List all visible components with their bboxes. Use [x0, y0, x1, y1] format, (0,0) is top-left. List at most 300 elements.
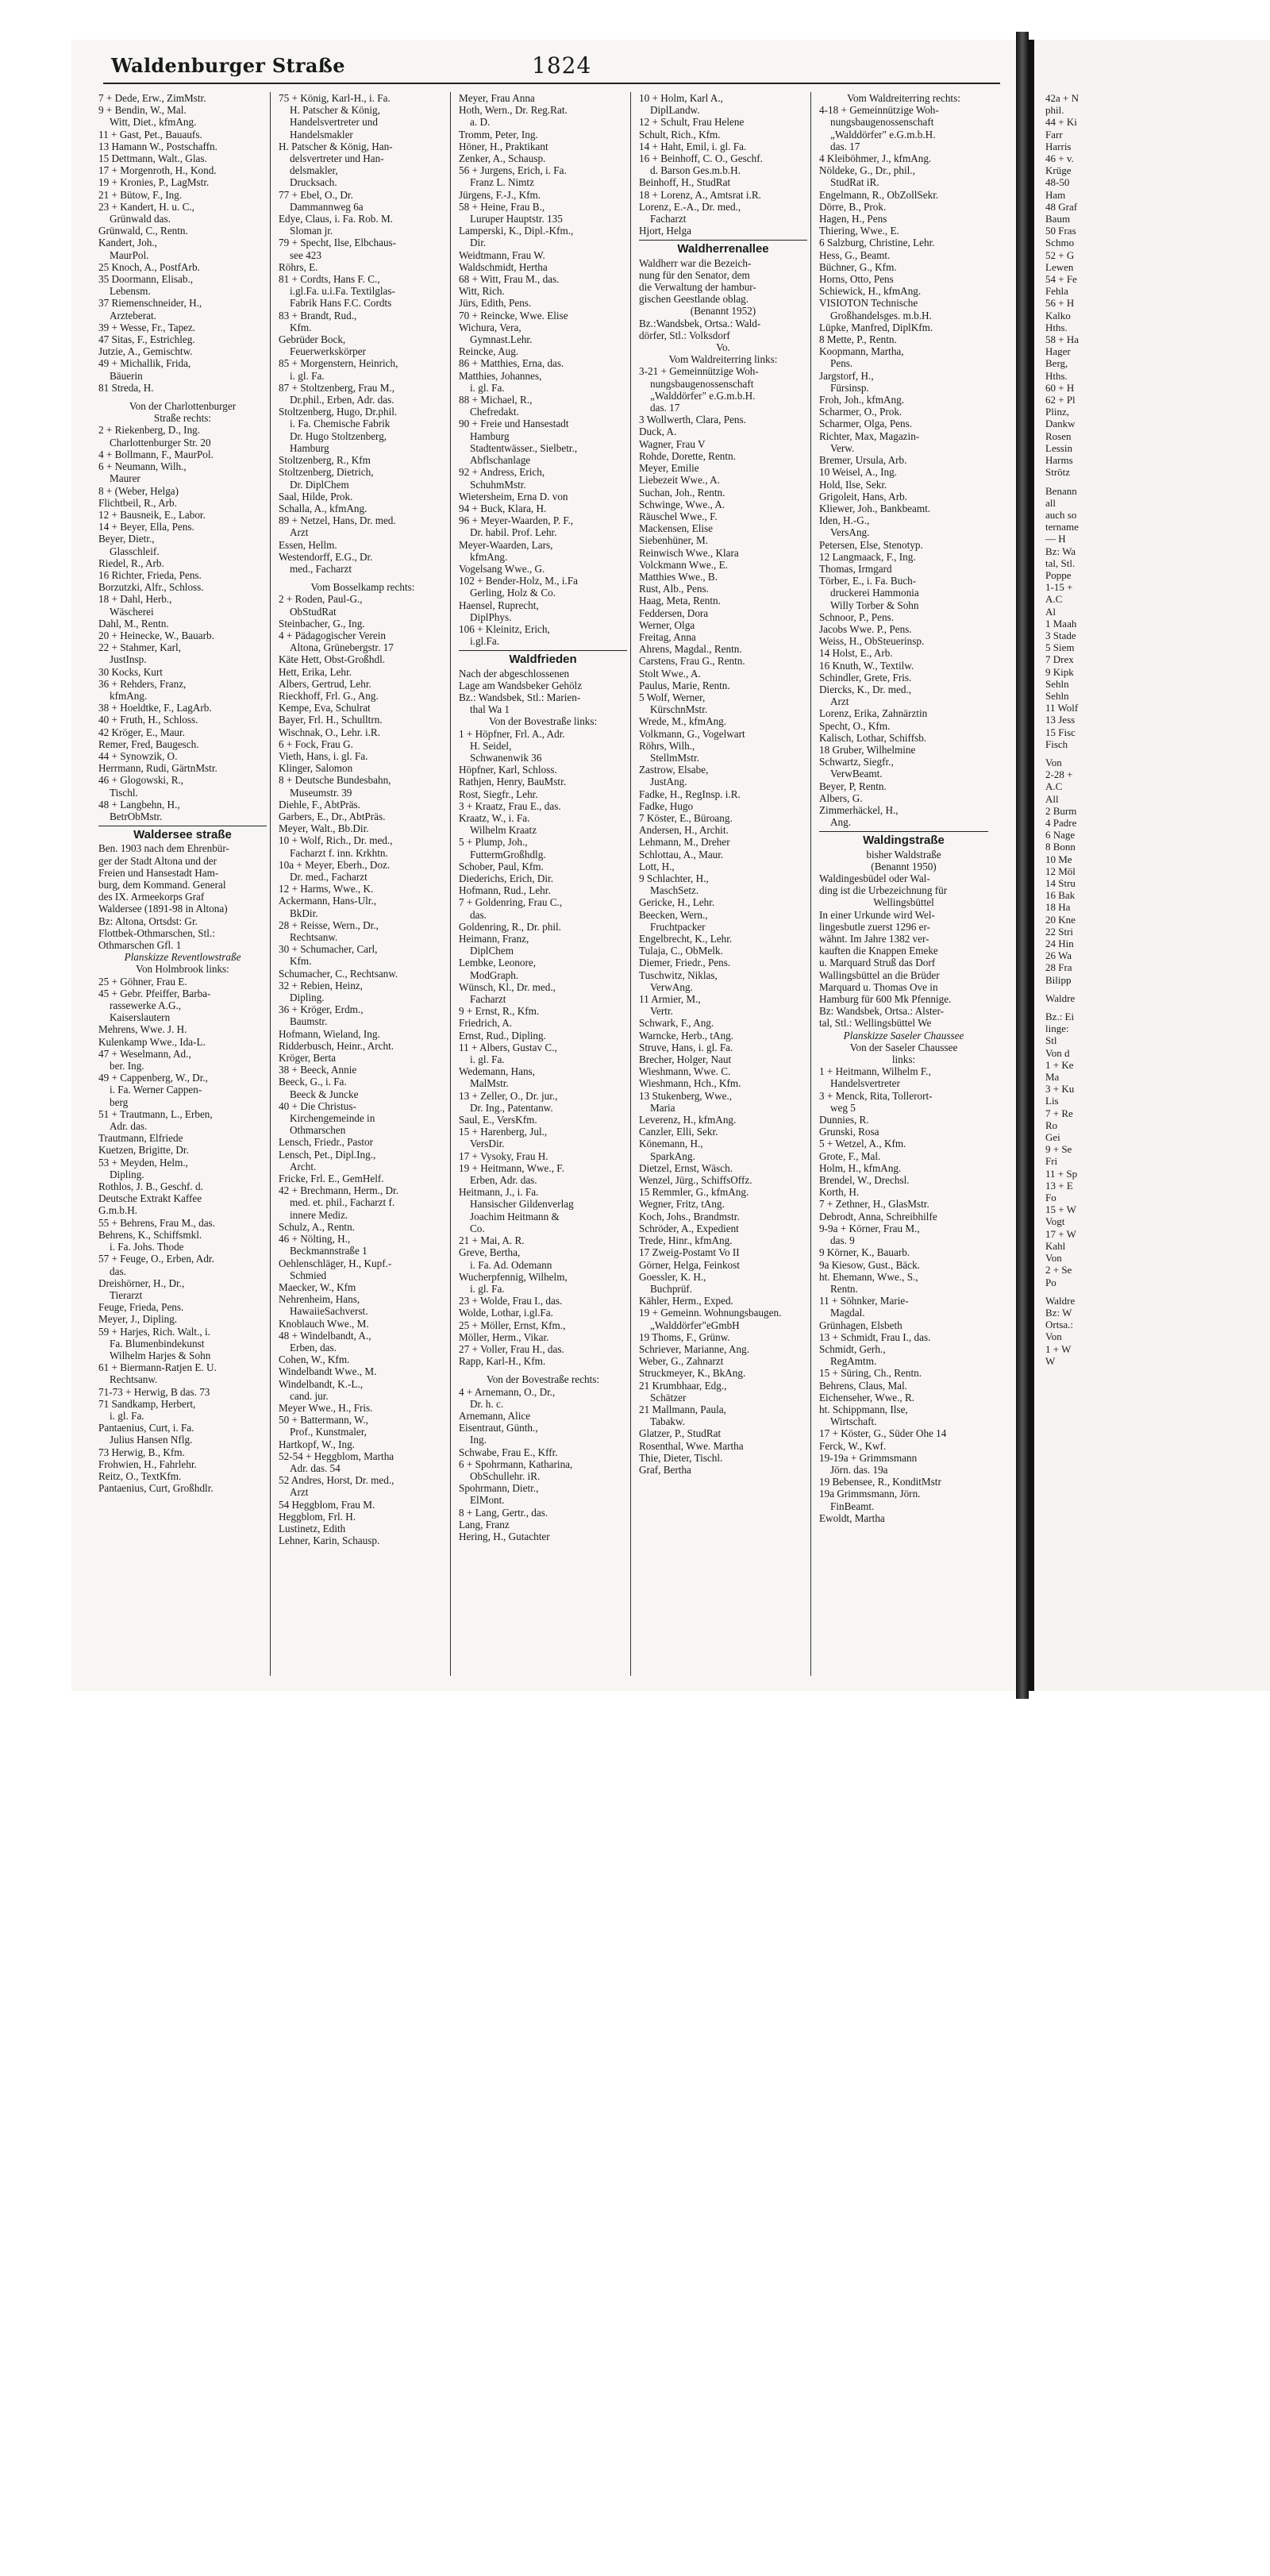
directory-entry: Nöldeke, G., Dr., phil., [819, 164, 915, 177]
directory-entry: Behrens, Claus, Mal. [819, 1379, 907, 1392]
directory-entry: 16 Bak [1045, 889, 1076, 902]
directory-entry: Drucksach. [290, 176, 337, 189]
directory-entry: Charlottenburger Str. 20 [110, 436, 211, 449]
directory-entry: Warncke, Herb., tAng. [639, 1029, 734, 1042]
directory-entry: Maecker, W., Kfm [279, 1280, 356, 1293]
directory-entry: 9 + Se [1045, 1143, 1072, 1156]
directory-entry: 20 + Heinecke, W., Bauarb. [98, 629, 214, 641]
directory-entry: 18 + Lorenz, A., Amtsrat i.R. [639, 188, 761, 201]
directory-entry: Poppe [1045, 568, 1072, 581]
directory-entry: Schumacher, C., Rechtsanw. [279, 967, 398, 980]
directory-entry: Bz: Wa [1045, 545, 1076, 557]
directory-entry: Lorenz, E.-A., Dr. med., [639, 200, 741, 213]
directory-entry: Mehrens, Wwe. J. H. [98, 1023, 187, 1036]
directory-entry: Othmarschen [290, 1124, 346, 1137]
directory-entry: Ortsa.: [1045, 1319, 1074, 1331]
directory-entry: Adr. das. [110, 1120, 148, 1133]
directory-entry: Fürsinsp. [830, 381, 869, 394]
directory-entry: 46 + v. [1045, 152, 1074, 165]
directory-entry: 50 Fras [1045, 225, 1076, 237]
facing-page [1028, 40, 1270, 1691]
directory-entry: Dammannweg 6a [290, 200, 364, 213]
directory-entry: Wieshmann, Wwe. C. [639, 1065, 731, 1078]
directory-entry: i. gl. Fa. [470, 1053, 505, 1066]
directory-entry: Feddersen, Dora [639, 606, 709, 619]
directory-entry: 77 + Ebel, O., Dr. [279, 188, 353, 201]
directory-entry: Lorenz, Erika, Zahnärztin [819, 707, 928, 720]
directory-entry: Koopmann, Martha, [819, 345, 904, 358]
street-section-heading: Waldingstraße [819, 831, 988, 846]
directory-entry: Baumstr. [290, 1015, 328, 1028]
directory-entry: 12 + Harms, Wwe., K. [279, 883, 374, 895]
directory-entry: Reincke, Aug. [459, 345, 519, 358]
directory-entry: Struckmeyer, K., BkAng. [639, 1367, 746, 1380]
directory-entry: 15 Fisc [1045, 726, 1076, 738]
directory-entry: 44 + Ki [1045, 116, 1077, 129]
facing-page-column-2 [1035, 992, 1038, 2576]
directory-entry: Albers, Gertrud, Lehr. [279, 677, 371, 690]
directory-entry: Vogelsang Wwe., G. [459, 562, 545, 575]
directory-entry: weg 5 [830, 1101, 856, 1114]
directory-entry: 4 + Pädagogischer Verein [279, 629, 387, 641]
directory-entry: Waldre [1045, 992, 1076, 1004]
directory-entry: Stoltzenberg, R., Kfm [279, 454, 371, 467]
directory-entry: Borzutzki, Alfr., Schloss. [98, 581, 204, 594]
directory-entry: Windelbandt, K.-L., [279, 1377, 364, 1390]
directory-entry: Dreishörner, H., Dr., [98, 1276, 185, 1289]
directory-entry: 94 + Buck, Klara, H. [459, 502, 547, 514]
directory-entry: Sloman jr. [290, 225, 333, 237]
directory-entry: Rust, Alb., Pens. [639, 583, 709, 595]
directory-entry: die Verwaltung der hambur- [639, 281, 756, 294]
directory-entry: 13 + Schmidt, Frau I., das. [819, 1330, 931, 1343]
directory-entry: Wischnak, O., Lehr. i.R. [279, 726, 381, 738]
directory-entry: 75 + König, Karl-H., i. Fa. [279, 92, 391, 104]
directory-entry: Diehle, F., AbtPräs. [279, 798, 360, 811]
directory-entry: Goldenring, R., Dr. phil. [459, 920, 561, 933]
directory-entry: Flichtbeil, R., Arb. [98, 496, 177, 509]
directory-entry: Vieth, Hans, i. gl. Fa. [279, 749, 368, 762]
directory-entry: Lehmann, M., Dreher [639, 836, 730, 849]
directory-entry: Dipling. [290, 992, 325, 1004]
directory-entry: Ben. 1903 nach dem Ehrenbür- [98, 842, 229, 855]
directory-entry: Hamburg [470, 429, 510, 442]
directory-entry: StudRat iR. [830, 176, 879, 189]
directory-entry: Bremer, Ursula, Arb. [819, 454, 907, 467]
directory-entry: H. Patscher & König, [290, 104, 380, 117]
directory-entry: tal, Stl. [1045, 556, 1076, 569]
directory-entry: 13 + E [1045, 1179, 1073, 1192]
directory-entry: 42 Kröger, E., Maur. [98, 726, 185, 738]
directory-entry: 9 Körner, K., Bauarb. [819, 1246, 910, 1259]
directory-entry: Waldschmidt, Hertha [459, 260, 548, 273]
directory-entry: 17 Zweig-Postamt Vo II [639, 1246, 740, 1259]
directory-entry: med. et. phil., Facharzt f. [290, 1196, 395, 1209]
directory-entry: Reinwisch Wwe., Klara [639, 546, 739, 559]
directory-entry: ObSchullehr. iR. [470, 1469, 541, 1482]
directory-entry: Plinz, [1045, 406, 1069, 418]
facing-page-column [1045, 92, 1270, 1676]
directory-entry: Suchan, Joh., Rentn. [639, 486, 725, 499]
directory-entry: Von d [1045, 1046, 1070, 1059]
directory-entry: nungsbaugenossenschaft [830, 116, 934, 129]
directory-entry: Paulus, Marie, Rentn. [639, 679, 730, 691]
directory-entry: 1-15 + [1045, 581, 1073, 594]
directory-entry: Meyer Wwe., H., Fris. [279, 1401, 373, 1414]
directory-entry: Hths. [1045, 369, 1068, 382]
directory-entry: Lamperski, K., Dipl.-Kfm., [459, 225, 574, 237]
directory-entry: Kliewer, Joh., Bankbeamt. [819, 502, 931, 514]
directory-entry: Matthies Wwe., B. [639, 570, 718, 583]
directory-entry: 10 + Wolf, Rich., Dr. med., [279, 834, 393, 847]
directory-entry: Hjort, Helga [639, 225, 691, 237]
directory-entry: Hartkopf, W., Ing. [279, 1438, 355, 1450]
directory-entry: Tuschwitz, Niklas, [639, 968, 718, 981]
directory-entry: Zastrow, Elsabe, [639, 764, 709, 776]
directory-entry: 28 Fra [1045, 961, 1072, 974]
directory-entry: Westendorff, E.G., Dr. [279, 550, 373, 563]
directory-entry: 19 Thoms, F., Grünw. [639, 1330, 730, 1343]
directory-entry: des IX. Armeekorps Graf [98, 891, 205, 903]
directory-entry: All [1045, 792, 1059, 805]
directory-entry: Könemann, H., [639, 1138, 703, 1150]
directory-entry: Bz: Altona, Ortsdst: Gr. [98, 914, 198, 927]
directory-entry: Kahl [1045, 1239, 1066, 1252]
directory-entry: VersDir. [470, 1138, 505, 1150]
directory-entry: Dunnies, R. [819, 1114, 869, 1126]
directory-entry: Struve, Hans, i. gl. Fa. [639, 1041, 733, 1053]
directory-entry: Scharmer, Olga, Pens. [819, 418, 913, 430]
directory-entry: Bz.:Wandsbek, Ortsa.: Wald- [639, 317, 761, 329]
directory-entry: 5 Siem [1045, 641, 1075, 654]
directory-entry: Ing. [470, 1434, 487, 1446]
directory-entry: 62 + Pl [1045, 394, 1076, 406]
directory-entry: 5 + Wetzel, A., Kfm. [819, 1138, 906, 1150]
directory-entry: Schmidt, Gerh., [819, 1342, 886, 1355]
directory-entry: Debrodt, Anna, Schreibhilfe [819, 1210, 937, 1223]
directory-entry: Wilhelm Kraatz [470, 824, 537, 837]
directory-entry: 14 + Haht, Emil, i. gl. Fa. [639, 140, 747, 152]
directory-entry: Glasschleif. [110, 545, 160, 557]
directory-entry: Franz L. Nimtz [470, 176, 534, 189]
directory-entry: Dr. Ing., Patentanw. [470, 1101, 553, 1114]
directory-entry: i. Fa. Ad. Odemann [470, 1258, 552, 1271]
directory-entry: 81 Streda, H. [98, 381, 154, 394]
directory-entry: 4 Kleiböhmer, J., kfmAng. [819, 152, 932, 165]
directory-entry: Lembke, Leonore, [459, 957, 537, 969]
directory-entry: Po [1045, 1276, 1056, 1288]
directory-entry: 11 Wolf [1045, 702, 1079, 714]
directory-entry: Freien und Hansestadt Ham- [98, 866, 219, 879]
directory-entry: Verw. [830, 441, 855, 454]
directory-entry: 30 + Schumacher, Carl, [279, 943, 378, 956]
directory-entry: A.C [1045, 780, 1063, 793]
directory-entry: Flottbek-Othmarschen, Stl.: [98, 926, 215, 939]
directory-entry: Marquard u. Thomas Ove in [819, 980, 938, 993]
spacer [1045, 479, 1270, 485]
directory-entry: 19 + Gemeinn. Wohnungsbaugen. [639, 1307, 782, 1319]
directory-entry: Abflschanlage [470, 454, 531, 467]
directory-entry: 83 + Brandt, Rud., [279, 309, 357, 322]
directory-entry: Hofmann, Wieland, Ing. [279, 1027, 380, 1040]
directory-entry: Schmo [1045, 237, 1075, 249]
directory-entry: 16 Knuth, W., Textilw. [819, 659, 914, 672]
page-header [103, 51, 1000, 84]
directory-entry: Othmarschen Gfl. 1 [98, 939, 182, 952]
street-title: Waldenburger Straße [111, 54, 345, 77]
directory-entry: 8 Mette, P., Rentn. [819, 333, 897, 346]
directory-entry: Hager [1045, 345, 1071, 358]
directory-entry: Tromm, Peter, Ing. [459, 128, 538, 141]
directory-entry: Meyer-Waarden, Lars, [459, 538, 553, 551]
directory-entry: JustInsp. [110, 653, 147, 666]
directory-entry: 28 + Reisse, Wern., Dr., [279, 918, 379, 931]
directory-entry: 10 Weisel, A., Ing. [819, 466, 897, 479]
directory-entry: Bz: Wandsbek, Ortsa.: Alster- [819, 1005, 945, 1018]
directory-entry: Haensel, Ruprecht, [459, 599, 539, 611]
directory-entry: Stoltzenberg, Dietrich, [279, 466, 374, 479]
directory-entry: Bz.: Wandsbek, Stl.: Marien- [459, 691, 581, 703]
directory-entry: Fo [1045, 1192, 1056, 1204]
directory-entry: 5 Wolf, Werner, [639, 691, 706, 703]
directory-entry: Herrmann, Rudi, GärtnMstr. [98, 762, 217, 775]
directory-entry: Vom Waldreiterring rechts: [847, 92, 960, 104]
directory-entry: auch so [1045, 508, 1077, 521]
directory-entry: Remer, Fred, Baugesch. [98, 737, 199, 750]
directory-entry: 39 + Wesse, Fr., Tapez. [98, 321, 196, 333]
directory-entry: tername [1045, 521, 1079, 533]
directory-entry: 19a Grimmsmann, Jörn. [819, 1488, 921, 1500]
book-binding [1016, 32, 1029, 1699]
directory-entry: 6 Nage [1045, 829, 1076, 841]
directory-entry: Gebrüder Bock, [279, 333, 346, 346]
directory-entry: ber. Ing. [110, 1060, 144, 1072]
directory-entry: Planskizze Reventlowstraße [124, 951, 241, 964]
directory-entry: Sehln [1045, 689, 1069, 702]
directory-entry: Wagner, Frau V [639, 437, 706, 450]
directory-entry: Von Holmbrook links: [136, 963, 229, 976]
directory-entry: Hofmann, Rud., Lehr. [459, 884, 551, 897]
directory-entry: 14 Stru [1045, 877, 1076, 889]
directory-entry: Maria [650, 1101, 675, 1114]
directory-entry: Wrede, M., kfmAng. [639, 715, 727, 728]
directory-entry: i.gl.Fa. [470, 635, 499, 648]
directory-entry: Baum [1045, 213, 1071, 225]
directory-entry: Hoth, Wern., Dr. Reg.Rat. [459, 104, 568, 117]
directory-entry: 90 + Freie und Hansestadt [459, 418, 569, 430]
directory-entry: Arzteberat. [110, 309, 156, 322]
directory-entry: Wieshmann, Hch., Kfm. [639, 1077, 741, 1090]
directory-entry: Käte Hett, Obst-Großhdl. [279, 653, 386, 666]
directory-entry: Holm, H., kfmAng. [819, 1161, 902, 1174]
directory-entry: Dr.phil., Erben, Adr. das. [290, 394, 394, 406]
directory-entry: 79 + Specht, Ilse, Elbchaus- [279, 237, 397, 249]
directory-entry: Joachim Heitmann & [470, 1210, 560, 1223]
directory-entry: 17 + W [1045, 1227, 1076, 1240]
directory-entry: Beckmannstraße 1 [290, 1245, 368, 1257]
directory-entry: Thomas, Irmgard [819, 562, 892, 575]
directory-entry: Von der Saseler Chaussee [849, 1041, 958, 1053]
directory-entry: 48 + Windelbandt, A., [279, 1329, 371, 1342]
directory-entry: nungsbaugenossenschaft [650, 377, 754, 390]
directory-entry: Kandert, Joh., [98, 237, 157, 249]
directory-entry: Windelbandt Wwe., M. [279, 1365, 377, 1378]
directory-entry: 6 + Neumann, Wilh., [98, 460, 187, 473]
spacer [98, 394, 267, 400]
directory-entry: Wallingsbüttel an die Brüder [819, 968, 940, 981]
directory-entry: Willy Torber & Sohn [830, 599, 919, 611]
directory-entry: VISIOTON Technische [819, 297, 918, 310]
directory-entry: DiplLandw. [650, 104, 700, 117]
directory-entry: Sehln [1045, 677, 1069, 690]
directory-entry: Deutsche Extrakt Kaffee [98, 1192, 202, 1205]
directory-entry: Erben, Adr. das. [470, 1174, 537, 1187]
directory-entry: Lüpke, Manfred, DiplKfm. [819, 321, 933, 333]
directory-entry: Beecken, Wern., [639, 908, 708, 921]
directory-entry: rassewerke A.G., [110, 999, 182, 1012]
directory-entry: Ahrens, Magdal., Rentn. [639, 643, 742, 656]
directory-entry: Schulz, A., Rentn. [279, 1220, 355, 1233]
directory-entry: 13 Hamann W., Postschaffn. [98, 140, 217, 152]
directory-entry: 20 Kne [1045, 913, 1076, 926]
directory-entry: Saul, E., VersKfm. [459, 1114, 537, 1126]
directory-entry: i. gl. Fa. [470, 1282, 505, 1295]
directory-entry: 1 + Ke [1045, 1058, 1074, 1071]
directory-entry: Freitag, Anna [639, 630, 696, 643]
directory-entry: Heitmann, J., i. Fa. [459, 1186, 539, 1199]
directory-entry: H. Patscher & König, Han- [279, 140, 393, 152]
directory-entry: nung für den Senator, dem [639, 268, 750, 281]
directory-entry: Stl [1045, 1034, 1057, 1047]
directory-entry: ElMont. [470, 1494, 505, 1507]
directory-entry: Rosenthal, Wwe. Martha [639, 1439, 744, 1452]
directory-entry: Kempe, Eva, Schulrat [279, 702, 371, 714]
directory-entry: Mackensen, Elise [639, 522, 714, 535]
directory-entry: DiplPhys. [470, 610, 512, 623]
directory-entry: Waldherr war die Bezeich- [639, 256, 752, 269]
directory-entry: Handelsvertreter [830, 1077, 900, 1090]
directory-entry: 3 + Menck, Rita, Tollerort- [819, 1089, 933, 1102]
directory-entry: Diemer, Friedr., Pens. [639, 957, 731, 969]
directory-entry: 40 + Fruth, H., Schloss. [98, 714, 198, 726]
directory-entry: FuttermGroßhdlg. [470, 848, 546, 861]
directory-entry: A.C [1045, 593, 1063, 606]
directory-entry: 9 Kipk [1045, 665, 1074, 678]
directory-entry: 12 Langmaack, F., Ing. [819, 550, 916, 563]
directory-entry: Fadke, H., RegInsp. i.R. [639, 787, 741, 800]
directory-entry: 14 + Beyer, Ella, Pens. [98, 521, 194, 533]
directory-entry: 4 Padre [1045, 816, 1077, 829]
directory-entry: Röhrs, E. [279, 260, 318, 273]
directory-entry: BetrObMstr. [110, 810, 163, 822]
directory-entry: Wedemann, Hans, [459, 1065, 535, 1078]
directory-entry: HawaiieSachverst. [290, 1305, 368, 1318]
directory-entry: Tischl. [110, 786, 138, 799]
directory-entry: 11 + Sp [1045, 1167, 1078, 1180]
directory-entry: 2-28 + [1045, 768, 1073, 781]
directory-entry: FinBeamt. [830, 1500, 875, 1512]
directory-entry: 49 + Michallik, Frida, [98, 357, 191, 370]
directory-entry: 11 + Gast, Pet., Bauaufs. [98, 128, 202, 141]
directory-entry: Grünhagen, Elsbeth [819, 1319, 902, 1331]
directory-entry: Brendel, W., Drechsl. [819, 1174, 910, 1187]
directory-entry: 50 + Battermann, W., [279, 1414, 368, 1427]
directory-entry: Jargstorf, H., [819, 369, 874, 382]
directory-entry: Jürs, Edith, Pens. [459, 297, 532, 310]
directory-entry: 71 Sandkamp, Herbert, [98, 1397, 196, 1410]
directory-entry: Vogt [1045, 1215, 1065, 1228]
directory-entry: 48-50 [1045, 176, 1070, 189]
directory-entry: innere Mediz. [290, 1208, 348, 1221]
directory-entry: Vertr. [650, 1005, 673, 1018]
directory-entry: Facharzt [650, 213, 687, 225]
directory-entry: 10a + Meyer, Eberh., Doz. [279, 858, 391, 871]
directory-entry: VerwBeamt. [830, 768, 883, 780]
directory-entry: 7 + Re [1045, 1107, 1073, 1119]
directory-entry: Richter, Max, Magazin- [819, 429, 920, 442]
directory-entry: 61 + Biermann-Ratjen E. U. [98, 1361, 217, 1374]
directory-entry: „Walddörfer" e.G.m.b.H. [830, 128, 936, 141]
directory-entry: Ridderbusch, Heinr., Archt. [279, 1039, 394, 1052]
directory-entry: 23 + Kandert, H. u. C., [98, 200, 194, 213]
directory-column-4 [639, 92, 811, 1676]
directory-entry: Zimmerhäckel, H., [819, 803, 899, 816]
directory-entry: Büchner, G., Kfm. [819, 260, 897, 273]
directory-entry: Behrens, K., Schiffsmkl. [98, 1228, 202, 1241]
directory-entry: lingesbutle zuerst 1296 er- [819, 920, 930, 933]
street-section-heading: Waldersee straße [98, 826, 267, 841]
directory-entry: 8 + Lang, Gertr., das. [459, 1506, 548, 1519]
directory-entry: Hold, Ilse, Sekr. [819, 478, 887, 491]
directory-entry: 16 Richter, Frieda, Pens. [98, 568, 202, 581]
directory-entry: Tierarzt [110, 1288, 143, 1301]
directory-entry: In einer Urkunde wird Wel- [819, 908, 935, 921]
directory-entry: linge: [1045, 1022, 1069, 1035]
directory-entry: 4-18 + Gemeinnützige Woh- [819, 104, 939, 117]
directory-entry: Buchprüf. [650, 1282, 693, 1295]
directory-entry: Harms [1045, 454, 1073, 467]
directory-entry: 53 + Meyden, Helm., [98, 1156, 188, 1169]
directory-entry: 11 + Söhnker, Marie- [819, 1295, 909, 1307]
directory-entry: Saal, Hilde, Prok. [279, 490, 353, 502]
directory-entry: kfmAng. [110, 689, 148, 702]
directory-entry: 38 + Hoeldtke, F., LagArb. [98, 702, 212, 714]
directory-entry: 9a Kiesow, Gust., Bäck. [819, 1258, 920, 1271]
directory-entry: MaschSetz. [650, 884, 699, 897]
directory-entry: Dietzel, Ernst, Wäsch. [639, 1161, 733, 1174]
directory-entry: Eisentraut, Günth., [459, 1422, 538, 1434]
directory-entry: 73 Herwig, B., Kfm. [98, 1446, 185, 1458]
directory-entry: Luruper Hauptstr. 135 [470, 213, 563, 225]
directory-entry: Kähler, Herm., Exped. [639, 1295, 733, 1307]
directory-entry: Schwanenwik 36 [470, 751, 542, 764]
directory-entry: i. Fa. Chemische Fabrik [290, 418, 391, 430]
directory-entry: Schwark, F., Ang. [639, 1017, 714, 1030]
directory-entry: Witt, Rich. [459, 285, 505, 298]
directory-entry: das. [110, 1265, 126, 1277]
directory-entry: Facharzt f. inn. Krkhtn. [290, 846, 388, 859]
directory-entry: MaurPol. [110, 248, 149, 261]
directory-entry: Cohen, W., Kfm. [279, 1353, 350, 1366]
directory-entry: Julius Hansen Nflg. [110, 1434, 193, 1446]
directory-entry: Dir. [470, 237, 487, 249]
directory-entry: 44 + Synowzik, O. [98, 749, 178, 762]
directory-entry: Dr. Hugo Stoltzenberg, [290, 429, 387, 442]
directory-entry: 21 Mallmann, Paula, [639, 1403, 726, 1415]
directory-entry: Knoblauch Wwe., M. [279, 1317, 369, 1330]
directory-entry: 52 Andres, Horst, Dr. med., [279, 1474, 394, 1487]
directory-entry: Lehner, Karin, Schausp. [279, 1534, 380, 1547]
